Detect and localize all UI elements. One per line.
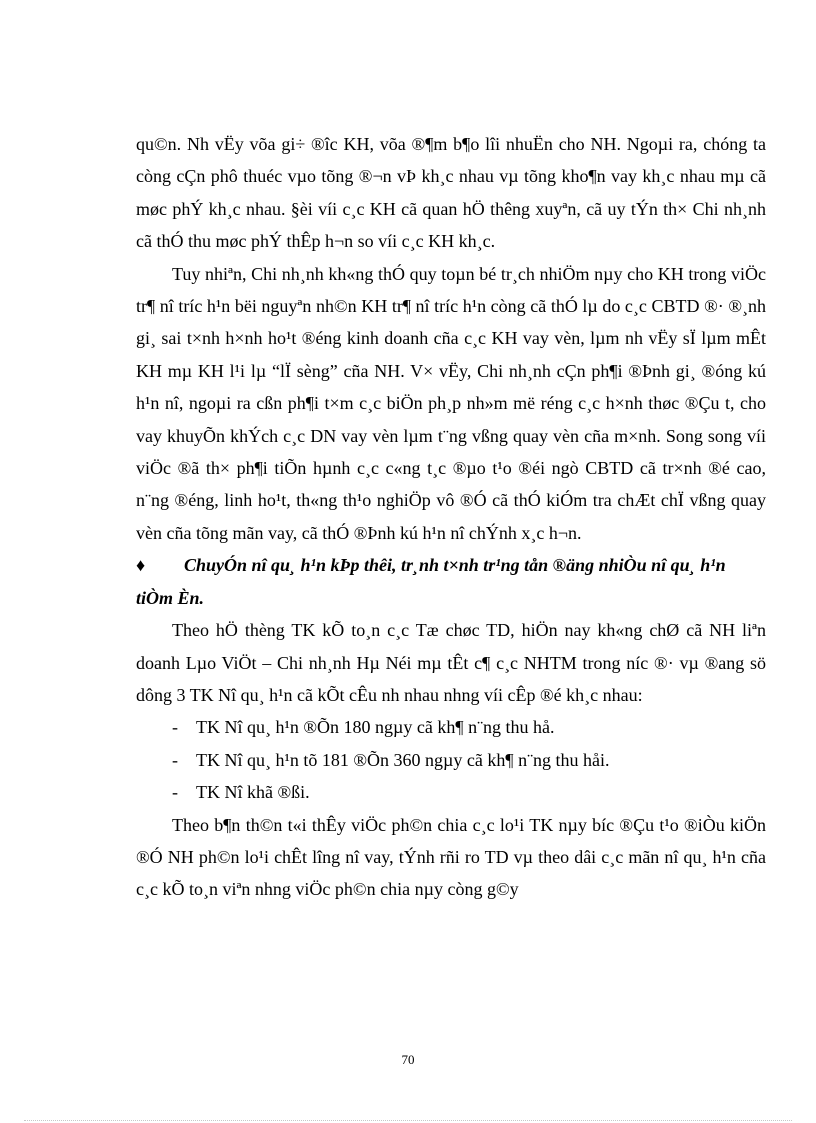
body-text	[136, 128, 766, 906]
list-item-text: TK Nî qu¸ h¹n ®Õn 180 ngµy cã kh¶ n¨ng thu hå.	[196, 717, 555, 738]
paragraph-account-system: Theo hÖ thèng TK kÕ to¸n c¸c Tæ chøc TD, hiÖn nay kh«ng chØ cã NH liªn doanh Lµo ViÖt – Chi nh¸nh Hµ Néi mµ tÊt c¶ c¸c NHTM trong níc ®· vµ ®ang sö dông 3 TK Nî qu¸ h¹n cã kÕt cÊu nh nhau nhng víi cÊp ®é kh¸c nhau:	[136, 620, 766, 705]
list-item	[172, 711, 766, 743]
list-item	[172, 776, 766, 808]
paragraph-fee-policy: qu©n. Nh vËy võa gi÷ ®îc KH, võa ®¶m b¶o lîi nhuËn cho NH. Ngoµi ra, chóng ta còng cÇn phô thuéc vµo tõng ®¬n vÞ kh¸c nhau vµ tõng kho¶n vay kh¸c nhau mµ cã møc phÝ kh¸c nhau. §èi víi c¸c KH cã quan hÖ thêng xuyªn, cã uy tÝn th× Chi nh¸nh cã thÓ thu møc phÝ thÊp h¬n so víi c¸c KH kh¸c.	[136, 134, 766, 252]
footer-divider	[24, 1120, 792, 1121]
list-item-text: TK Nî khã ®ßi.	[196, 782, 310, 803]
page-number: 70	[401, 1052, 415, 1067]
paragraph-early-repayment: Tuy nhiªn, Chi nh¸nh kh«ng thÓ quy toµn bé tr¸ch nhiÖm nµy cho KH trong viÖc tr¶ nî tríc h¹n bëi nguyªn nh©n KH tr¶ nî tríc h¹n còng cã thÓ lµ do c¸c CBTD ®· ®¸nh gi¸ sai t×nh h×nh ho¹t ®éng kinh doanh cña c¸c KH vay vèn, lµm nh vËy sÏ lµm mÊt KH mµ KH l¹i lµ “lÏ sèng” cña NH. V× vËy, Chi nh¸nh cÇn ph¶i ®Þnh gi¸ ®óng kú h¹n nî, ngoµi ra cßn ph¶i t×m c¸c biÖn ph¸p nh»m më réng c¸c h×nh thøc ®Çu t, cho vay khuyÕn khÝch c¸c DN vay vèn lµm t¨ng vßng quay vèn cña m×nh. Song song víi viÖc ®ã th× ph¶i tiÕn hµnh c¸c c«ng t¸c ®µo t¹o ®éi ngò CBTD cã tr×nh ®é cao, n¨ng ®éng, linh ho¹t, th«ng th¹o nghiÖp vô ®Ó cã thÓ kiÓm tra chÆt chÏ vßng quay vèn cña tõng mãn vay, cã thÓ ®Þnh kú h¹n nî chÝnh x¸c h¬n.	[136, 263, 766, 543]
diamond-bullet-icon: ♦	[136, 555, 146, 576]
section-heading	[136, 549, 766, 614]
paragraph-opinion: Theo b¶n th©n t«i thÊy viÖc ph©n chia c¸c lo¹i TK nµy bíc ®Çu t¹o ®iÒu kiÖn ®Ó NH ph©n lo¹i chÊt lîng nî vay, tÝnh rñi ro TD vµ theo dâi c¸c mãn nî qu¸ h¹n cña c¸c kÕ to¸n viªn nhng viÖc ph©n chia nµy còng g©y	[136, 814, 766, 900]
list-item	[172, 744, 766, 776]
account-list	[136, 711, 766, 808]
dash-bullet-icon: -	[172, 717, 178, 738]
dash-bullet-icon: -	[172, 749, 178, 770]
list-item-text: TK Nî qu¸ h¹n tõ 181 ®Õn 360 ngµy cã kh¶ n¨ng thu håi.	[196, 749, 610, 770]
dash-bullet-icon: -	[172, 782, 178, 803]
section-heading-text: ChuyÓn nî qu¸ h¹n kÞp thêi, tr¸nh t×nh tr¹ng tån ®äng nhiÒu nî qu¸ h¹n tiÒm Èn.	[136, 555, 726, 608]
